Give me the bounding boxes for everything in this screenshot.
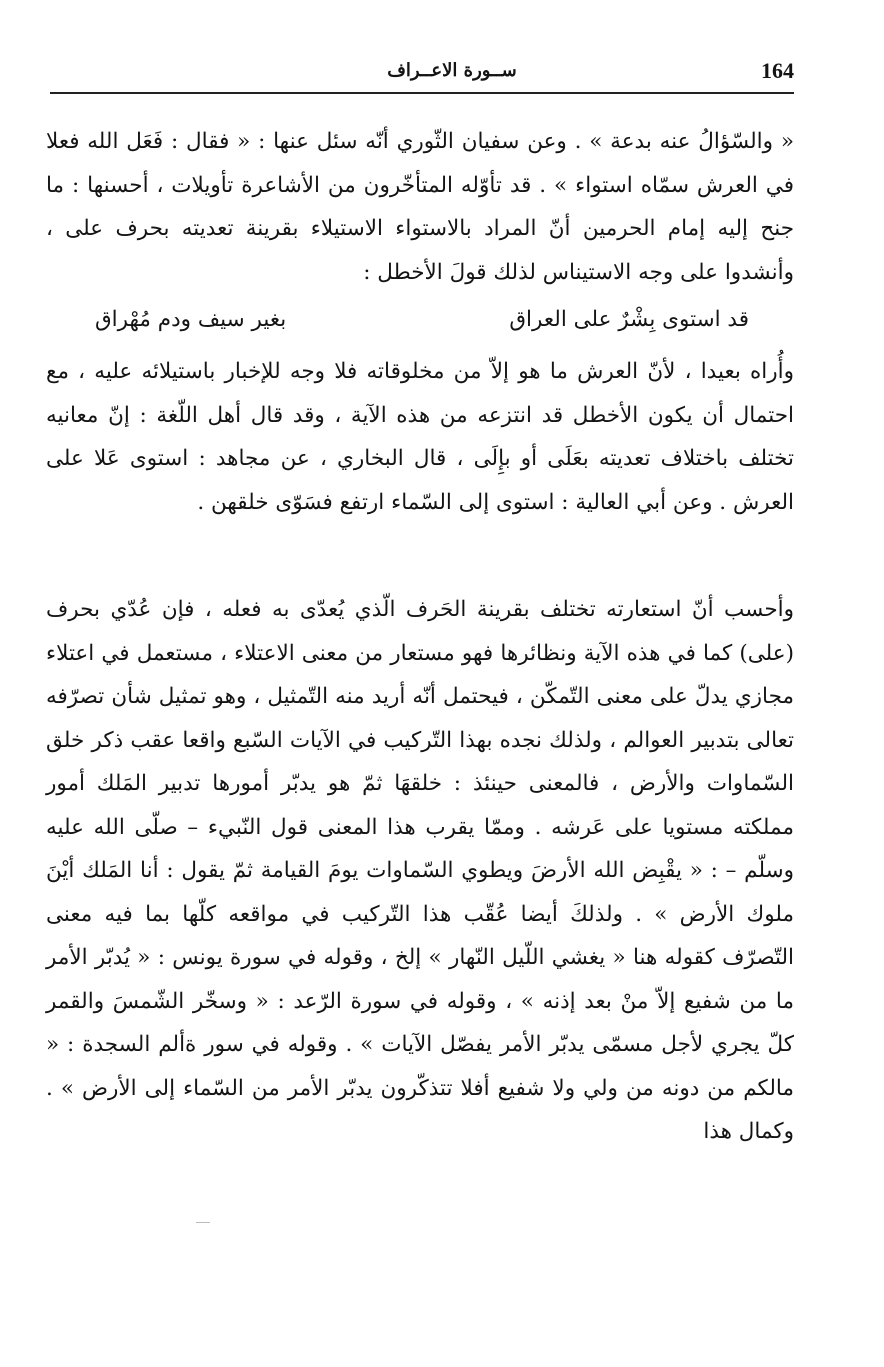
scan-mark (196, 1222, 210, 1223)
verse-first-hemistich: قد استوى بِشْرٌ على العراق (509, 307, 749, 332)
paragraph-3: وأحسب أنّ استعارته تختلف بقرينة الحَرف الّذي يُعدّى به فعله ، فإن عُدّي بحرف (على) كما في هذه الآية ونظائرها فهو مستعار من معنى الاعتلاء ، مستعمل في اعتلاء مجازي يدلّ على معنى التّمكّن ، فيحتمل أنّه أريد منه التّمثيل ، وهو تمثيل شأن تصرّفه تعالى بتدبير العوالم ، ولذلك نجده بهذا التّركيب في الآيات السّبع واقعا عقب ذكر خلق السّماوات والأرض ، فالمعنى حينئذ : خلقهَا ثمّ هو يدبّر أمورها تدبير المَلك أمور مملكته مستويا على عَرشه . وممّا يقرب هذا المعنى قول النّبيء – صلّى الله عليه وسلّم – : « يقْبِض الله الأرضَ ويطوي السّماوات يومَ القيامة ثمّ يقول : أنا المَلك أيْنَ ملوك الأرض » . ولذلكَ أيضا عُقّب هذا التّركيب في مواقعه كلّها بما فيه معنى التّصرّف كقوله هنا « يغشي اللّيل النّهار » إلخ ، وقوله في سورة يونس : « يُدبّر الأمر ما من شفيع إلاّ منْ بعد إذنه » ، وقوله في سورة الرّعد : « وسخّر الشّمسَ والقمر كلّ يجري لأجل مسمّى يدبّر الأمر يفصّل الآيات » . وقوله في سور ةألم السجدة : « مالكم من دونه من ولي ولا شفيع أفلا تتذكّرون يدبّر الأمر من السّماء إلى الأرض » . وكمال هذا (46, 597, 794, 1144)
page-header (50, 56, 794, 94)
page-number: 164 (761, 58, 794, 83)
paragraph-2: وأُراه بعيدا ، لأنّ العرش ما هو إلاّ من مخلوقاته فلا وجه للإخبار باستيلائه عليه ، مع احتمال أن يكون الأخطل قد انتزعه من هذه الآية ، وقد قال أهل اللّغة : إنّ معانيه تختلف باختلاف تعديته بعَلَى أو بإِلَى ، قال البخاري ، عن مجاهد : استوى عَلا على العرش . وعن أبي العالية : استوى إلى السّماء ارتفع فسَوّى خلقهن . (46, 359, 794, 515)
poetry-verse (95, 298, 749, 342)
running-title: ســورة الاعــراف (387, 60, 517, 81)
verse-second-hemistich: بغير سيف ودم مُهْراق (95, 307, 287, 332)
paragraph-1: « والسّؤالُ عنه بدعة » . وعن سفيان الثّوري أنّه سئل عنها : « فقال : فَعَل الله فعلا في العرش سمّاه استواء » . قد تأوّله المتأخّرون من الأشاعرة تأويلات ، أحسنها : ما جنح إليه إمام الحرمين أنّ المراد بالاستواء الاستيلاء بقرينة تعديته بحرف على ، وأنشدوا على وجه الاستيناس لذلك قولَ الأخطل : (46, 129, 794, 285)
